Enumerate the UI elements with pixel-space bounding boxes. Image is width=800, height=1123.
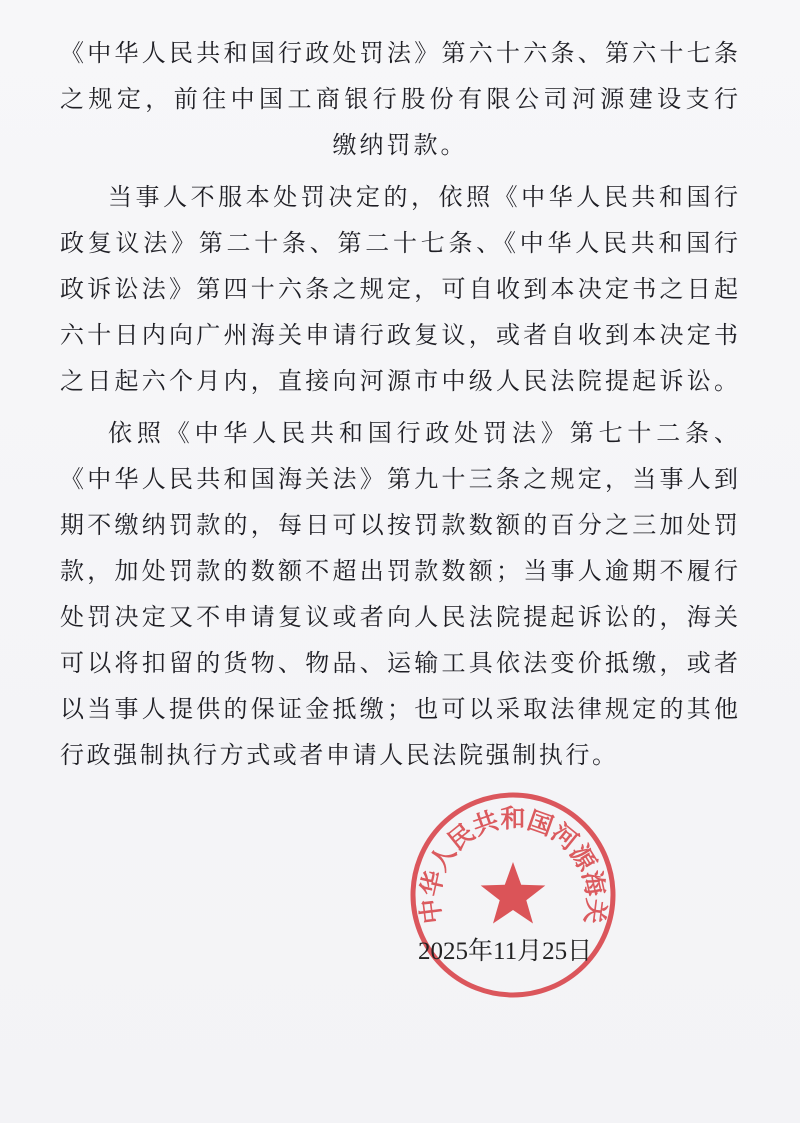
text-line: 政复议法》第二十条、第二十七条、《中华人民共和国行 [60,229,740,257]
text-line: 处罚决定又不申请复议或者向人民法院提起诉讼的，海关 [60,603,740,631]
text-line: 缴纳罚款。 [332,131,468,159]
text-line: 可以将扣留的货物、物品、运输工具依法变价抵缴，或者 [60,649,740,677]
seal-star-icon [481,862,546,924]
document-date: 2025年11月25日 [418,938,593,965]
text-line: 当事人不服本处罚决定的，依照《中华人民共和国行 [108,183,740,211]
text-line: 六十日内向广州海关申请行政复议，或者自收到本决定书 [60,321,740,349]
text-line: 之规定，前往中国工商银行股份有限公司河源建设支行 [60,85,740,113]
text-line: 之日起六个月内，直接向河源市中级人民法院提起诉讼。 [60,367,740,395]
text-line: 行政强制执行方式或者申请人民法院强制执行。 [60,741,619,769]
text-line: 以当事人提供的保证金抵缴；也可以采取法律规定的其他 [60,695,740,723]
text-line: 期不缴纳罚款的，每日可以按罚款数额的百分之三加处罚 [60,511,740,539]
text-line: 《中华人民共和国海关法》第九十三条之规定，当事人到 [60,465,740,493]
text-line: 政诉讼法》第四十六条之规定，可自收到本决定书之日起 [60,275,740,303]
text-line: 依照《中华人民共和国行政处罚法》第七十二条、 [108,419,740,447]
text-line: 款，加处罚款的数额不超出罚款数额；当事人逾期不履行 [60,557,740,585]
official-seal [408,790,618,1000]
text-line: 《中华人民共和国行政处罚法》第六十六条、第六十七条 [60,39,740,67]
seal-text: 中华人民共和国河源海关 [415,804,611,926]
document-body [60,30,740,778]
